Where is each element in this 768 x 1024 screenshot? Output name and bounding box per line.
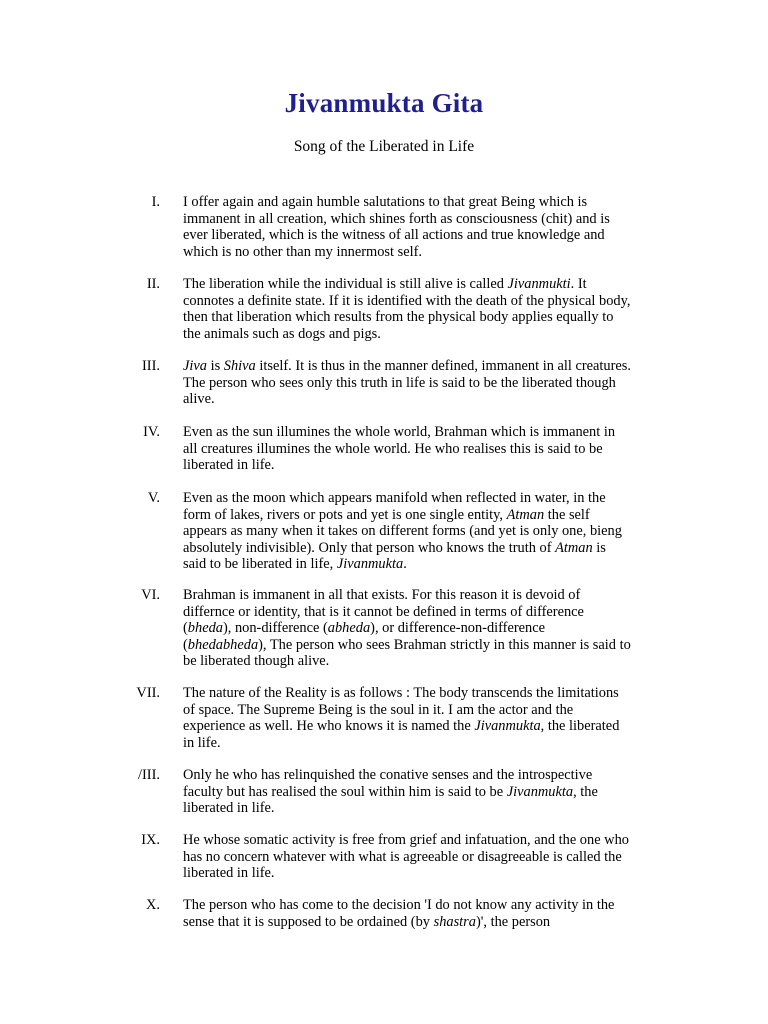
- text-run: the self appears as many when it takes on different forms (and yet is only one, bieng absolutely indivisible). Only that person who knows the truth of: [183, 506, 622, 556]
- page-title: Jivanmukta Gita: [284, 88, 484, 118]
- text-run: The nature of the Reality is as follows : The body transcends the limitations of space. The Supreme Being is the soul in it. I am the actor and the experience as well. He who knows it is named the: [183, 685, 619, 734]
- verse-text: [183, 767, 631, 817]
- verse-number: X.: [146, 897, 160, 913]
- verse-number: IV.: [143, 424, 160, 440]
- text-run: . It connotes a definite state. If it is identified with the death of the physical body, then that liberation which results from the physical body applies equally to the animals such as dogs and pigs.: [183, 276, 631, 342]
- verse-text: [183, 490, 631, 573]
- verse-number: /III.: [138, 767, 160, 783]
- text-run: ), or difference-non-difference (: [183, 620, 546, 653]
- italic-term: bhedabheda: [187, 636, 259, 653]
- text-run: I offer again and again humble salutations to that great Being which is immanent in all creation, which shines forth as consciousness (chit) and is ever liberated, which is the witness of all actions and true knowledge and which is no other than my innermost self.: [183, 194, 610, 260]
- italic-term: Atman: [506, 506, 545, 523]
- verse-number: I.: [151, 194, 160, 210]
- verse-number: II.: [146, 276, 160, 292]
- verse-text: [183, 424, 631, 474]
- verse-text: [183, 358, 631, 408]
- italic-term: shastra: [433, 913, 476, 930]
- verse-text: [183, 587, 631, 670]
- verse-number: IX.: [141, 832, 160, 848]
- italic-term: Jivanmukti: [507, 276, 571, 292]
- text-run: , the liberated in life.: [183, 783, 598, 816]
- text-run: .: [403, 556, 407, 572]
- verse-number: VI.: [141, 587, 160, 603]
- verse-text: [183, 832, 631, 882]
- text-run: The person who has come to the decision 'I do not know any activity in the sense that it is supposed to be ordained (by: [183, 897, 615, 930]
- text-run: is: [206, 358, 224, 374]
- text-run: He whose somatic activity is free from grief and infatuation, and the one who has no concern whatever with what is agreeable or disagreeable is called the liberated in life.: [183, 832, 629, 881]
- text-run: The liberation while the individual is still alive is called: [183, 276, 508, 292]
- text-run: Only he who has relinquished the conative senses and the introspective faculty but has realised the soul within him is said to be: [183, 767, 593, 800]
- verse-text: [183, 685, 631, 751]
- italic-term: Atman: [555, 539, 593, 556]
- text-run: ), The person who sees Brahman strictly in this manner is said to be liberated though alive.: [183, 636, 631, 669]
- text-run: is said to be liberated in life,: [183, 539, 606, 572]
- page-subtitle: Song of the Liberated in Life: [293, 138, 475, 155]
- italic-term: Shiva: [223, 358, 256, 374]
- italic-term: Jivanmukta: [474, 718, 541, 734]
- italic-term: Jivanmukta: [336, 556, 404, 572]
- text-run: Even as the moon which appears manifold when reflected in water, in the form of lakes, rivers or pots and yet is one single entity,: [183, 490, 606, 523]
- verse-number: VII.: [136, 685, 160, 701]
- verse-number: III.: [142, 358, 160, 374]
- italic-term: abheda: [327, 620, 371, 636]
- italic-term: Jivanmukta: [506, 783, 574, 800]
- verse-text: [183, 276, 631, 342]
- italic-term: Jiva: [183, 358, 207, 374]
- text-run: Even as the sun illumines the whole world, Brahman which is immanent in all creatures illumines the whole world. He who realises this is said to be liberated in life.: [183, 424, 616, 473]
- verse-number: V.: [147, 490, 160, 506]
- verse-text: [183, 194, 631, 260]
- text-run: ), non-difference (: [222, 620, 328, 636]
- verse-text: [183, 897, 631, 930]
- text-run: )', the person: [475, 913, 551, 930]
- italic-term: bheda: [187, 620, 223, 636]
- text-run: Brahman is immanent in all that exists. For this reason it is devoid of differnce or identity, that is it cannot be defined in terms of difference (: [183, 587, 584, 636]
- text-run: , the liberated in life.: [183, 718, 620, 751]
- text-run: itself. It is thus in the manner defined, immanent in all creatures. The person who sees only this truth in life is said to be the liberated though alive.: [183, 358, 631, 407]
